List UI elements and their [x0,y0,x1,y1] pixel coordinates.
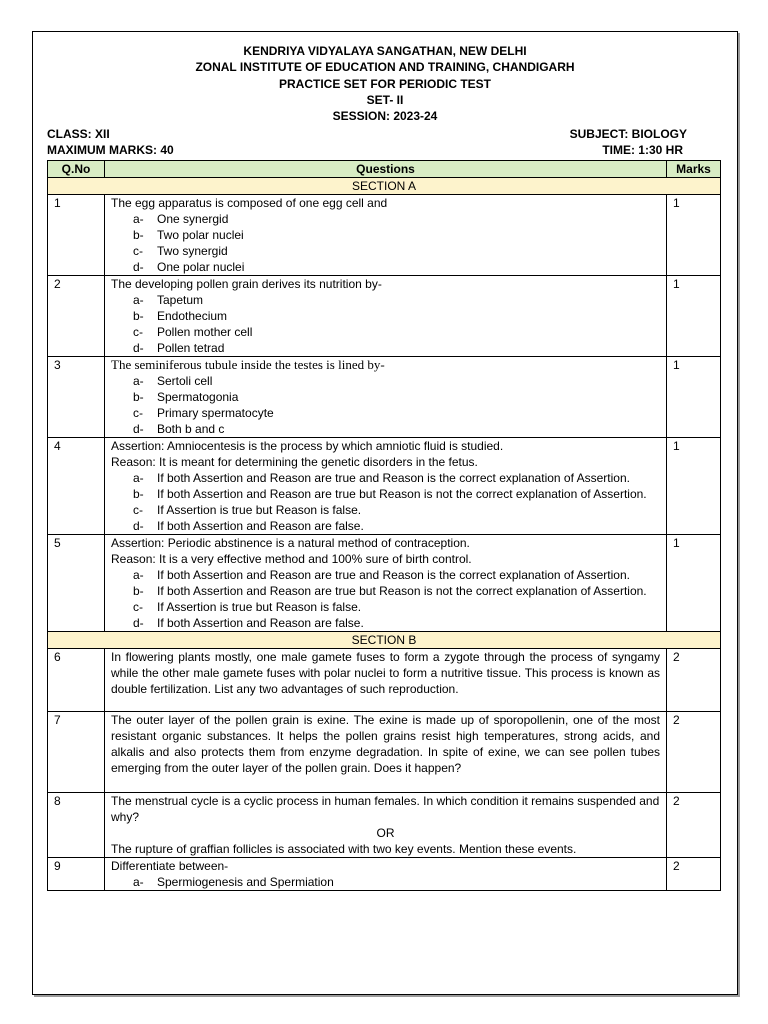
option-a: a- If both Assertion and Reason are true and Reason is the correct explanation of Assertion. [133,471,630,485]
header-set: SET- II [366,93,404,107]
question-text: The menstrual cycle is a cyclic process in human females. In which condition it remains suspended and why? [111,794,660,824]
question-number: 4 [48,438,105,535]
question-marks: 1 [667,276,721,357]
question-number: 2 [48,276,105,357]
option-a: a- Sertoli cell [133,374,213,388]
option-a: a- One synergid [133,212,229,226]
question-marks: 1 [667,535,721,632]
section-a-label: SECTION A [48,178,721,195]
question-row-3 [48,357,721,438]
table-header-row [48,161,721,178]
question-paper-page [32,31,738,995]
question-row-5 [48,535,721,632]
question-row-7 [48,712,721,793]
header-institute: ZONAL INSTITUTE OF EDUCATION AND TRAINING, CHANDIGARH [195,60,575,74]
question-number: 1 [48,195,105,276]
option-d: d- One polar nuclei [133,260,245,274]
question-marks: 2 [667,793,721,858]
question-cell [105,793,667,858]
option-d: d- If both Assertion and Reason are false. [133,519,364,533]
option-b: b- Endothecium [133,309,228,323]
question-cell [105,438,667,535]
question-row-9 [48,858,721,891]
section-b-label: SECTION B [48,632,721,649]
option-b: b- Two polar nuclei [133,228,244,242]
question-number: 6 [48,649,105,712]
reason-text: Reason: It is a very effective method and 100% sure of birth control. [111,552,472,566]
subject-label: SUBJECT: BIOLOGY [569,127,687,141]
header-org: KENDRIYA VIDYALAYA SANGATHAN, NEW DELHI [243,44,527,58]
time-label: TIME: 1:30 HR [602,143,683,157]
question-text: The outer layer of the pollen grain is exine. The exine is made up of sporopollenin, one of the most resistant organic substances. It helps the pollen grains resist high temperatures, strong acids, and alkalis and also protects them from enzyme degradation. In spite of exine, we can see pollen tubes emerging from the outer layer of the pollen grain. Does it happen? [111,713,660,775]
question-cell [105,712,667,793]
reason-text: Reason: It is meant for determining the genetic disorders in the fetus. [111,455,478,469]
question-marks: 2 [667,649,721,712]
question-row-6 [48,649,721,712]
assertion-text: Assertion: Amniocentesis is the process by which amniotic fluid is studied. [111,439,504,453]
option-c: c- Two synergid [133,244,228,258]
questions-table [47,160,721,891]
assertion-text: Assertion: Periodic abstinence is a natural method of contraception. [111,536,470,550]
max-marks-label: MAXIMUM MARKS: 40 [47,143,174,157]
alternative-question-text: The rupture of graffian follicles is associated with two key events. Mention these events. [111,842,577,856]
question-text: The developing pollen grain derives its nutrition by- [111,277,382,291]
option-b: b- If both Assertion and Reason are true but Reason is not the correct explanation of Assertion. [133,487,647,501]
question-cell [105,649,667,712]
col-header-questions: Questions [105,161,667,178]
question-text: The egg apparatus is composed of one egg cell and [111,196,388,210]
question-marks: 2 [667,858,721,891]
question-cell [105,276,667,357]
question-cell [105,195,667,276]
section-a-row [48,178,721,195]
question-row-4 [48,438,721,535]
question-number: 8 [48,793,105,858]
question-text: The seminiferous tubule inside the testes is lined by- [111,357,385,372]
class-label: CLASS: XII [47,127,110,141]
question-number: 9 [48,858,105,891]
option-d: d- If both Assertion and Reason are false. [133,616,364,630]
option-c: c- Primary spermatocyte [133,406,274,420]
question-row-8 [48,793,721,858]
col-header-marks: Marks [667,161,721,178]
question-number: 3 [48,357,105,438]
question-marks: 1 [667,195,721,276]
question-marks: 1 [667,438,721,535]
option-b: b- If both Assertion and Reason are true but Reason is not the correct explanation of Assertion. [133,584,647,598]
option-d: d- Pollen tetrad [133,341,225,355]
question-number: 5 [48,535,105,632]
header-session: SESSION: 2023-24 [332,109,438,123]
question-text: Differentiate between- [111,859,229,873]
question-row-1 [48,195,721,276]
option-c: c- If Assertion is true but Reason is false. [133,503,362,517]
question-row-2 [48,276,721,357]
option-b: b- Spermatogonia [133,390,239,404]
option-c: c- If Assertion is true but Reason is false. [133,600,362,614]
or-separator: OR [376,826,395,840]
option-a: a- Tapetum [133,293,204,307]
question-cell [105,535,667,632]
option-a: a- If both Assertion and Reason are true and Reason is the correct explanation of Assertion. [133,568,630,582]
question-number: 7 [48,712,105,793]
question-marks: 1 [667,357,721,438]
col-header-qno: Q.No [48,161,105,178]
option-c: c- Pollen mother cell [133,325,253,339]
question-cell [105,357,667,438]
question-cell [105,858,667,891]
header-test-title: PRACTICE SET FOR PERIODIC TEST [278,77,491,91]
option-a: a- Spermiogenesis and Spermiation [133,875,334,889]
question-marks: 2 [667,712,721,793]
section-b-row [48,632,721,649]
question-text: In flowering plants mostly, one male gamete fuses to form a zygote through the process of syngamy while the other male gamete fuses with polar nuclei to form a nutritive tissue. This process is known as double fertilization. List any two advantages of such reproduction. [111,650,660,696]
option-d: d- Both b and c [133,422,225,436]
